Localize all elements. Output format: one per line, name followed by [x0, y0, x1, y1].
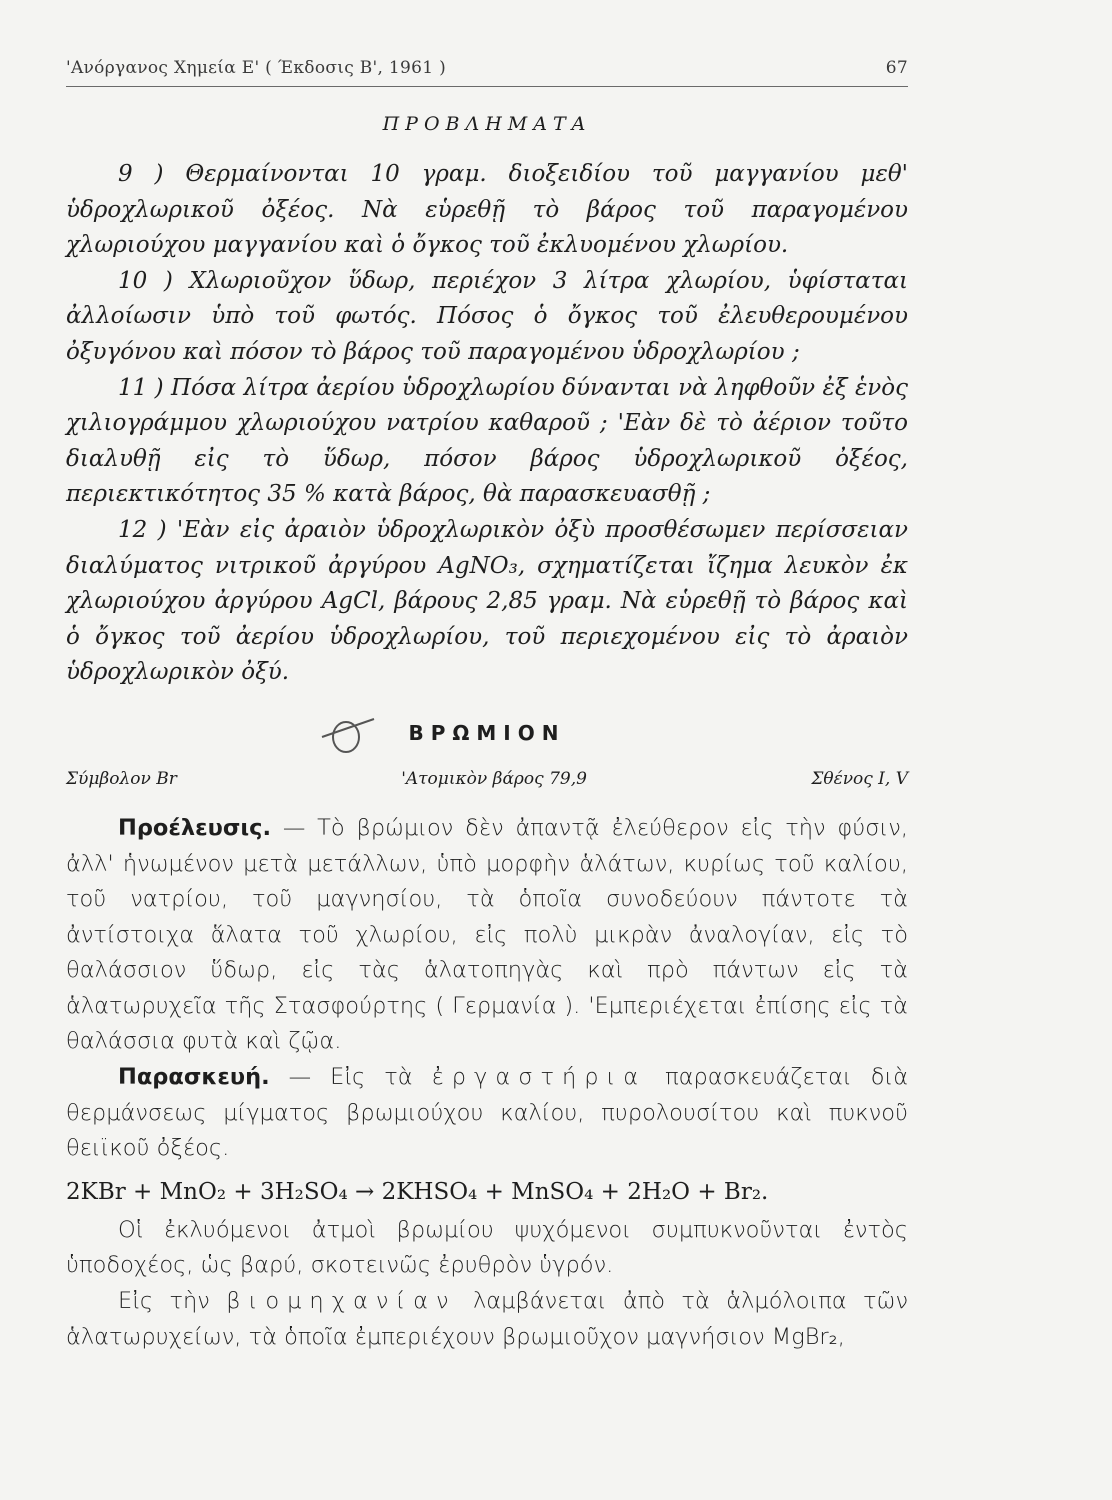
- problem-item: 11 ) Πόσα λίτρα ἀερίου ὑδροχλωρίου δύνανται νὰ ληφθοῦν ἐξ ἑνὸς χιλιογράμμου χλωριούχου νατρίου καθαροῦ ; 'Εὰν δὲ τὸ ἀέριον τοῦτο διαλυθῇ εἰς τὸ ὕδωρ, πόσον βάρος ὑδροχλωρικοῦ ὀξέος, περιεκτικότητος 35 % κατὰ βάρος, θὰ παρασκευασθῇ ;: [66, 374, 908, 508]
- industry-spaced-word: βιομηχανίαν: [226, 1288, 457, 1315]
- document-page: [66, 58, 908, 1355]
- preparation-text: παρασκευάζεται διὰ θερμάνσεως μίγματος βρωμιούχου καλίου, πυρολουσίτου καὶ πυκνοῦ θειϊκοῦ ὀξέος.: [66, 1064, 909, 1162]
- problem-item: 12 ) 'Εὰν εἰς ἀραιὸν ὑδροχλωρικὸν ὀξὺ προσθέσωμεν περίσσειαν διαλύματος νιτρικοῦ ἀργύρου AgNO₃, σχηματίζεται ἴζημα λευκὸν ἐκ χλωριούχου ἀργύρου AgCl, βάρους 2,85 γραμ. Νὰ εὑρεθῇ τὸ βάρος καὶ ὁ ὄγκος τοῦ ἀερίου ὑδροχλωρίου, τοῦ περιεχομένου εἰς τὸ ἀραιὸν ὑδροχλωρικὸν ὀξύ.: [66, 516, 908, 686]
- chemical-equation: 2KBr + MnO₂ + 3H₂SO₄ → 2KHSO₄ + MnSO₄ + 2H₂O + Br₂.: [66, 1178, 769, 1205]
- page-number: 67: [885, 58, 908, 78]
- article-body: [66, 811, 908, 1355]
- industry-text: λαμβάνεται ἀπὸ τὰ ἁλμόλοιπα τῶν ἁλατωρυχείων, τὰ ὁποῖα ἐμπεριέχουν βρωμιοῦχον μαγνήσιον MgBr₂,: [66, 1288, 909, 1350]
- origin-text: — Τὸ βρώμιον δὲν ἀπαντᾷ ἐλεύθερον εἰς τὴν φύσιν, ἀλλ' ἡνωμένον μετὰ μετάλλων, ὑπὸ μορφὴν ἁλάτων, κυρίως τοῦ καλίου, τοῦ νατρίου, τοῦ μαγνησίου, τὰ ὁποῖα συνοδεύουν πάντοτε τὰ ἀντίστοιχα ἅλατα τοῦ χλωρίου, εἰς πολὺ μικρὰν ἀναλογίαν, εἰς τὸ θαλάσσιον ὕδωρ, εἰς τὰς ἁλατοπηγὰς καὶ πρὸ πάντων εἰς τὰ ἁλατωρυχεῖα τῆς Στασφούρτης ( Γερμανία ). 'Εμπεριέχεται ἐπίσης εἰς τὰ θαλάσσια φυτὰ καὶ ζῷα.: [66, 814, 908, 1055]
- element-properties: [66, 769, 908, 789]
- pen-mark-icon: [316, 713, 376, 757]
- problem-item: 9 ) Θερμαίνονται 10 γραμ. διοξειδίου τοῦ μαγγανίου μεθ' ὑδροχλωρικοῦ ὀξέος. Νὰ εὑρεθῇ τὸ βάρος τοῦ παραγομένου χλωριούχου μαγγανίου καὶ ὁ ὄγκος τοῦ ἐκλυομένου χλωρίου.: [66, 161, 908, 259]
- preparation-spaced-word: ἐργαστήρια: [431, 1064, 647, 1091]
- preparation-lead: — Εἰς τὰ: [288, 1064, 413, 1091]
- origin-paragraph: [66, 811, 908, 1060]
- problems-list: [66, 157, 908, 691]
- valence: Σθένος I, V: [811, 768, 908, 789]
- origin-label: Προέλευσις.: [118, 814, 272, 841]
- preparation-label: Παρασκευή.: [118, 1064, 270, 1091]
- header-book-title: 'Ανόργανος Χημεία Ε' ( Έκδοσις Β', 1961 ): [66, 58, 447, 78]
- section-heading: [66, 721, 908, 745]
- industry-paragraph: [66, 1284, 908, 1355]
- header-rule: [66, 86, 908, 87]
- industry-lead: Εἰς τὴν: [118, 1288, 210, 1315]
- problems-heading: ΠΡΟΒΛΗΜΑΤΑ: [382, 113, 592, 135]
- preparation-paragraph: [66, 1060, 908, 1167]
- running-header: [66, 58, 908, 78]
- condensation-paragraph: Οἱ ἐκλυόμενοι ἀτμοὶ βρωμίου ψυχόμενοι συμπυκνοῦνται ἐντὸς ὑποδοχέος, ὡς βαρύ, σκοτεινῶς ἐρυθρὸν ὑγρόν.: [66, 1216, 908, 1279]
- element-symbol: Σύμβολον Br: [66, 768, 177, 789]
- atomic-weight: 'Ατομικὸν βάρος 79,9: [401, 768, 587, 789]
- section-title: ΒΡΩΜΙΟΝ: [408, 720, 566, 745]
- problem-item: 10 ) Χλωριοῦχον ὕδωρ, περιέχον 3 λίτρα χλωρίου, ὑφίσταται ἀλλοίωσιν ὑπὸ τοῦ φωτός. Πόσος ὁ ὄγκος τοῦ ἐλευθερουμένου ὀξυγόνου καὶ πόσον τὸ βάρος τοῦ παραγομένου ὑδροχλωρίου ;: [66, 267, 908, 365]
